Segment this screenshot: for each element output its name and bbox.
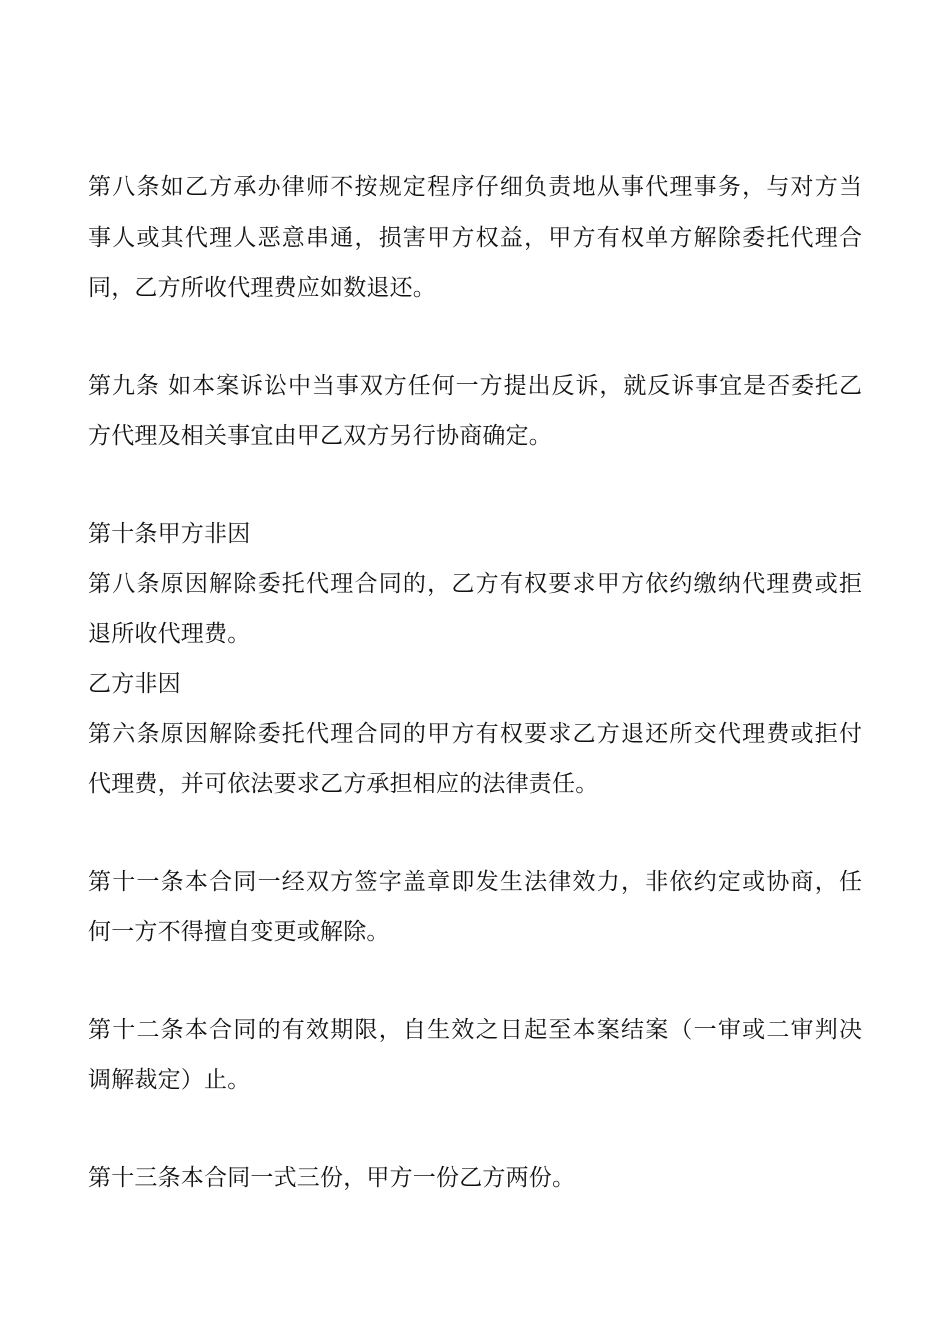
article-10-line-1: 第八条原因解除委托代理合同的，乙方有权要求甲方依约缴纳代理费或拒 bbox=[88, 571, 862, 597]
article-9-line-1: 第九条 如本案诉讼中当事双方任何一方提出反诉，就反诉事宜是否委托乙 bbox=[88, 373, 862, 399]
article-10-subheading: 乙方非因 bbox=[88, 671, 181, 697]
article-10-heading: 第十条甲方非因 bbox=[88, 521, 251, 547]
article-10-line-2: 退所收代理费。 bbox=[88, 621, 251, 647]
article-11-line-2: 何一方不得擅自变更或解除。 bbox=[88, 919, 390, 945]
article-8-line-3: 同，乙方所收代理费应如数退还。 bbox=[88, 275, 436, 301]
article-10-line-3: 第六条原因解除委托代理合同的甲方有权要求乙方退还所交代理费或拒付 bbox=[88, 721, 862, 747]
article-11-line-1: 第十一条本合同一经双方签字盖章即发生法律效力，非依约定或协商，任 bbox=[88, 869, 862, 895]
article-12-line-1: 第十二条本合同的有效期限，自生效之日起至本案结案（一审或二审判决 bbox=[88, 1017, 862, 1043]
article-9-line-2: 方代理及相关事宜由甲乙双方另行协商确定。 bbox=[88, 423, 552, 449]
article-8-line-1: 第八条如乙方承办律师不按规定程序仔细负责地从事代理事务，与对方当 bbox=[88, 174, 862, 200]
article-13-line-1: 第十三条本合同一式三份，甲方一份乙方两份。 bbox=[88, 1165, 576, 1191]
article-10-line-4: 代理费，并可依法要求乙方承担相应的法律责任。 bbox=[88, 771, 599, 797]
article-12-line-2: 调解裁定）止。 bbox=[88, 1067, 251, 1093]
article-8-line-2: 事人或其代理人恶意串通，损害甲方权益，甲方有权单方解除委托代理合 bbox=[88, 225, 862, 251]
